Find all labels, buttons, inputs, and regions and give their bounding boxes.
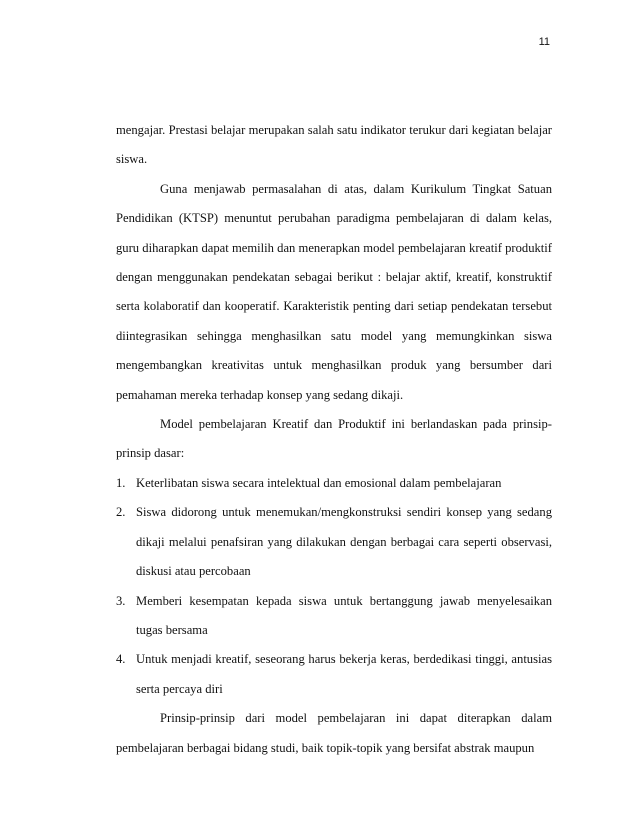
paragraph-ktsp: Guna menjawab permasalahan di atas, dalam Kurikulum Tingkat Satuan Pendidikan (KTSP) menuntut perubahan paradigma pembelajaran di dalam kelas, guru diharapkan dapat memilih dan menerapkan model pembelajaran kreatif produktif dengan menggunakan pendekatan sebagai berikut : belajar aktif, kreatif, konstruktif serta kolaboratif dan kooperatif. Karakteristik penting dari setiap pendekatan tersebut diintegrasikan sehingga menghasilkan satu model yang memungkinkan siswa mengembangkan kreativitas untuk menghasilkan produk yang bersumber dari pemahaman mereka terhadap konsep yang sedang dikaji.: [116, 181, 552, 402]
list-item-number: 1.: [116, 475, 126, 490]
list-item: [116, 645, 552, 704]
list-item: [116, 469, 552, 498]
list-item-text: Untuk menjadi kreatif, seseorang harus bekerja keras, berdedikasi tinggi, antusias serta percaya diri: [136, 652, 552, 696]
list-item-number: 3.: [116, 593, 126, 608]
page-number: 11: [538, 36, 550, 48]
list-item-number: 2.: [116, 505, 126, 520]
principles-list: [116, 469, 552, 704]
list-item-text: Keterlibatan siswa secara intelektual dan emosional dalam pembelajaran: [136, 475, 502, 490]
list-item-number: 4.: [116, 652, 126, 667]
document-body: [116, 116, 552, 763]
paragraph-model-basis: Model pembelajaran Kreatif dan Produktif ini berlandaskan pada prinsip-prinsip dasar:: [116, 417, 552, 461]
paragraph-intro: mengajar. Prestasi belajar merupakan salah satu indikator terukur dari kegiatan belajar siswa.: [116, 123, 552, 167]
list-item: [116, 498, 552, 586]
list-item: [116, 587, 552, 646]
list-item-text: Memberi kesempatan kepada siswa untuk bertanggung jawab menyelesaikan tugas bersama: [136, 593, 552, 637]
paragraph-application: Prinsip-prinsip dari model pembelajaran ini dapat diterapkan dalam pembelajaran berbagai bidang studi, baik topik-topik yang bersifat abstrak maupun: [116, 711, 552, 755]
list-item-text: Siswa didorong untuk menemukan/mengkonstruksi sendiri konsep yang sedang dikaji melalui penafsiran yang dilakukan dengan berbagai cara seperti observasi, diskusi atau percobaan: [136, 505, 552, 579]
